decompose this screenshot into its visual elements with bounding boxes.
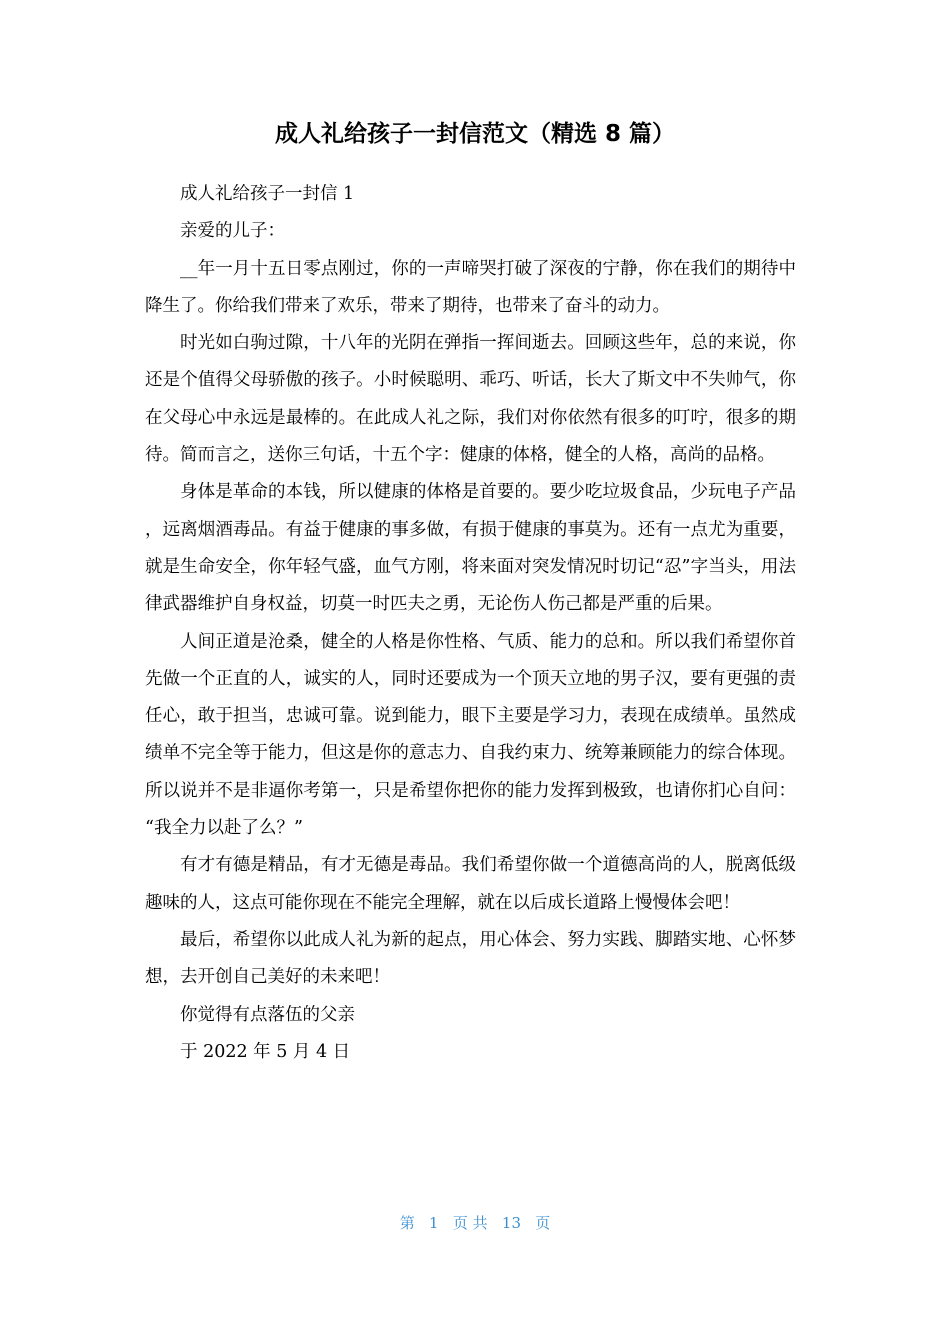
letter-salutation: 亲爱的儿子： bbox=[180, 221, 285, 242]
paragraph: 人间正道是沧桑，健全的人格是你性格、气质、能力的总和。所以我们希望你首先做一个正直的人，诚实的人，同时还要成为一个顶天立地的男子汉，要有更强的责任心，敢于担当，忠诚可靠。说到能力，眼下主要是学习力，表现在成绩单。虽然成绩单不完全等于能力，但这是你的意志力、自我约束力、统筹兼顾能力的综合体现。所以说并不是非逼你考第一，只是希望你把你的能力发挥到极致，也请你扪心自问：“我全力以赴了么？” bbox=[145, 631, 796, 839]
letter-signature: 你觉得有点落伍的父亲 bbox=[180, 1004, 355, 1025]
paragraph: 身体是革命的本钱，所以健康的体格是首要的。要少吃垃圾食品，少玩电子产品，远离烟酒毒品。有益于健康的事多做，有损于健康的事莫为。还有一点尤为重要，就是生命安全，你年轻气盛，血气方刚，将来面对突发情况时切记“忍”字当头，用法律武器维护自身权益，切莫一时匹夫之勇，无论伤人伤己都是严重的后果。 bbox=[145, 482, 796, 615]
document-body bbox=[145, 176, 796, 1071]
paragraph: 最后，希望你以此成人礼为新的起点，用心体会、努力实践、脚踏实地、心怀梦想，去开创自己美好的未来吧！ bbox=[145, 929, 796, 988]
paragraph: 有才有德是精品，有才无德是毒品。我们希望你做一个道德高尚的人，脱离低级趣味的人，这点可能你现在不能完全理解，就在以后成长道路上慢慢体会吧！ bbox=[145, 855, 796, 913]
document-title: 成人礼给孩子一封信范文（精选 8 篇） bbox=[274, 121, 676, 147]
paragraph: __年一月十五日零点刚过，你的一声啼哭打破了深夜的宁静，你在我们的期待中降生了。你给我们带来了欢乐，带来了期待，也带来了奋斗的动力。 bbox=[145, 258, 796, 316]
paragraph: 时光如白驹过隙，十八年的光阴在弹指一挥间逝去。回顾这些年，总的来说，你还是个值得父母骄傲的孩子。小时候聪明、乖巧、听话，长大了斯文中不失帅气，你在父母心中永远是最棒的。在此成人礼之际，我们对你依然有很多的叮咛，很多的期待。简而言之，送你三句话，十五个字：健康的体格，健全的人格，高尚的品格。 bbox=[145, 333, 796, 466]
page-number-footer: 第 1 页 共 13 页 bbox=[399, 1214, 551, 1232]
letter-heading: 成人礼给孩子一封信 1 bbox=[180, 184, 355, 204]
letter-date: 于 2022 年 5 月 4 日 bbox=[180, 1041, 351, 1062]
